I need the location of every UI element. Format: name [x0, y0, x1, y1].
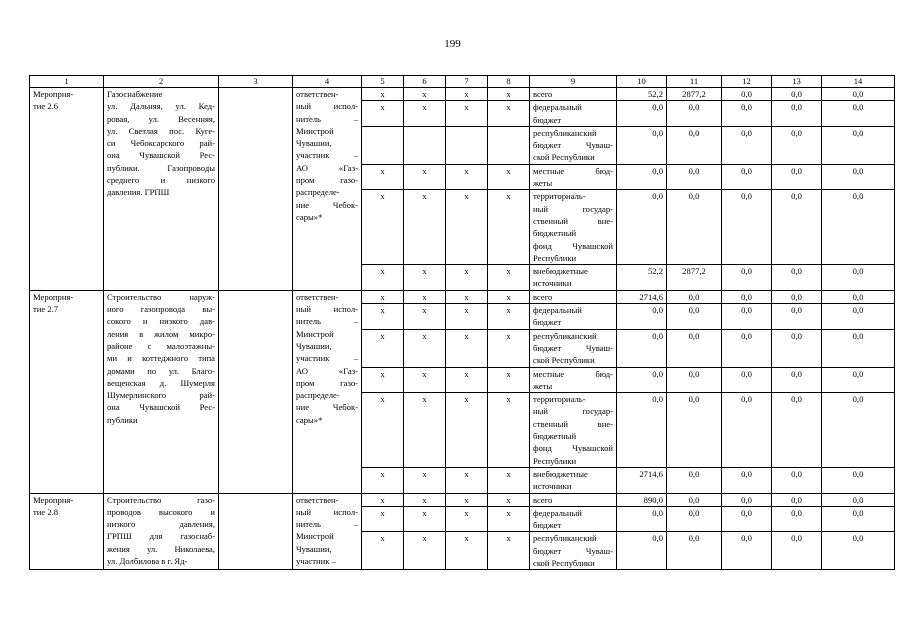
code-cell: x — [488, 506, 530, 532]
text-line: ской Республики — [533, 355, 595, 366]
column-header: 14 — [822, 76, 895, 88]
funding-source-cell — [530, 265, 617, 291]
value-cell: 0,0 — [722, 265, 772, 291]
text-line: внебюджетные — [533, 468, 588, 479]
code-cell — [488, 126, 530, 164]
measure-cell — [30, 493, 104, 570]
code-cell: x — [362, 467, 404, 493]
measure-name-cell — [104, 88, 219, 291]
value-cell: 0,0 — [667, 290, 722, 303]
text-line: среднего и низкого — [107, 175, 215, 186]
text-line: ровая, ул. Весенняя, — [107, 113, 215, 124]
text-line: ской Республики — [533, 152, 595, 163]
value-cell: 0,0 — [722, 88, 772, 101]
text-line: ответствен- — [296, 494, 339, 505]
table-body — [30, 88, 895, 570]
code-cell: x — [404, 367, 446, 393]
value-cell: 0,0 — [667, 164, 722, 190]
text-line: публики. Газопроводы — [107, 162, 215, 173]
code-cell: x — [488, 101, 530, 127]
code-cell — [362, 126, 404, 164]
column-3-cell — [219, 88, 293, 291]
value-cell: 0,0 — [822, 493, 895, 506]
value-cell: 52,2 — [617, 265, 667, 291]
code-cell: x — [404, 329, 446, 367]
value-cell: 0,0 — [617, 190, 667, 265]
funding-source-cell — [530, 329, 617, 367]
value-cell: 0,0 — [667, 126, 722, 164]
column-header: 3 — [219, 76, 293, 88]
text-line: территориаль- — [533, 191, 586, 202]
value-cell: 0,0 — [822, 304, 895, 330]
text-line: районе с малоэтажны- — [107, 340, 215, 351]
value-cell: 0,0 — [617, 367, 667, 393]
value-cell: 0,0 — [822, 88, 895, 101]
text-line: фонд Чувашской — [533, 240, 613, 251]
value-cell: 0,0 — [722, 506, 772, 532]
text-line: ный государ- — [533, 406, 613, 417]
value-cell: 0,0 — [722, 126, 772, 164]
text-line: ние Чебок- — [296, 199, 358, 210]
measure-name-cell — [104, 493, 219, 570]
funding-source-cell — [530, 532, 617, 570]
code-cell: x — [488, 304, 530, 330]
text-line: Газоснабжение — [107, 89, 163, 99]
text-line: Республики — [533, 455, 577, 466]
code-cell: x — [488, 265, 530, 291]
text-line: Строительство газо- — [107, 494, 215, 505]
value-cell: 0,0 — [617, 393, 667, 468]
column-header: 11 — [667, 76, 722, 88]
table-row — [30, 88, 895, 101]
column-header: 7 — [446, 76, 488, 88]
column-header: 12 — [722, 76, 772, 88]
text-line: источники — [533, 481, 572, 492]
code-cell: x — [488, 164, 530, 190]
value-cell: 0,0 — [617, 304, 667, 330]
text-line: сокого и низкого дав- — [107, 316, 215, 327]
value-cell: 0,0 — [822, 101, 895, 127]
text-line: Меропрня- — [33, 494, 74, 505]
code-cell: x — [446, 190, 488, 265]
value-cell: 0,0 — [772, 265, 822, 291]
value-cell: 2714,6 — [617, 290, 667, 303]
text-line: республиканский — [533, 127, 597, 138]
code-cell: x — [446, 290, 488, 303]
code-cell: x — [488, 290, 530, 303]
code-cell: x — [362, 493, 404, 506]
text-line: Чувашии, — [296, 543, 332, 554]
table-row — [30, 290, 895, 303]
column-header: 13 — [772, 76, 822, 88]
text-line: бюджет Чуваш- — [533, 545, 613, 556]
text-line: всего — [533, 89, 553, 99]
text-line: пром газо- — [296, 377, 358, 388]
value-cell: 0,0 — [667, 329, 722, 367]
code-cell: x — [446, 164, 488, 190]
text-line: бюджет Чуваш- — [533, 140, 613, 151]
funding-source-cell — [530, 506, 617, 532]
measure-cell — [30, 88, 104, 291]
text-line: местные бюд- — [533, 368, 613, 379]
text-line: бюджет — [533, 114, 562, 125]
code-cell: x — [404, 493, 446, 506]
text-line: ул. Светлая пос. Куге- — [107, 125, 215, 136]
code-cell — [446, 126, 488, 164]
value-cell: 0,0 — [667, 304, 722, 330]
text-line: Шумерлинского рай- — [107, 390, 215, 401]
code-cell: x — [446, 304, 488, 330]
text-line: распределе- — [296, 390, 340, 401]
responsible-cell — [293, 493, 362, 570]
code-cell: x — [404, 532, 446, 570]
value-cell: 0,0 — [772, 393, 822, 468]
value-cell: 0,0 — [667, 367, 722, 393]
funding-source-cell — [530, 290, 617, 303]
code-cell: x — [362, 101, 404, 127]
code-cell: x — [404, 506, 446, 532]
code-cell: x — [488, 493, 530, 506]
program-table — [29, 75, 895, 570]
column-header: 4 — [293, 76, 362, 88]
code-cell: x — [404, 393, 446, 468]
text-line: Минстрой — [296, 328, 334, 339]
text-line: ственный вне- — [533, 418, 613, 429]
code-cell: x — [446, 506, 488, 532]
text-line: си Чебоксарского рай- — [107, 138, 215, 149]
text-line: ул. Дальняя, ул. Кед- — [107, 101, 215, 112]
text-line: нитель – — [296, 113, 358, 124]
text-line: ственный вне- — [533, 215, 613, 226]
code-cell: x — [446, 329, 488, 367]
code-cell: x — [404, 190, 446, 265]
code-cell: x — [404, 164, 446, 190]
text-line: федеральный — [533, 507, 582, 518]
text-line: участник – — [296, 555, 336, 566]
text-line: Республики — [533, 252, 577, 263]
text-line: ный испол- — [296, 304, 358, 315]
text-line: домами по ул. Благо- — [107, 365, 215, 376]
value-cell: 0,0 — [722, 164, 772, 190]
text-line: Чувашии, — [296, 138, 332, 149]
funding-source-cell — [530, 304, 617, 330]
value-cell: 0,0 — [667, 532, 722, 570]
funding-source-cell — [530, 164, 617, 190]
value-cell: 890,0 — [617, 493, 667, 506]
text-line: тие 2.7 — [33, 304, 59, 315]
value-cell: 0,0 — [772, 290, 822, 303]
value-cell: 0,0 — [722, 393, 772, 468]
value-cell: 0,0 — [722, 467, 772, 493]
value-cell: 0,0 — [772, 126, 822, 164]
value-cell: 0,0 — [772, 101, 822, 127]
text-line: Минстрой — [296, 531, 334, 542]
code-cell: x — [488, 532, 530, 570]
text-line: ный испол- — [296, 101, 358, 112]
value-cell: 0,0 — [772, 88, 822, 101]
funding-source-cell — [530, 101, 617, 127]
text-line: федеральный — [533, 102, 582, 113]
code-cell: x — [446, 467, 488, 493]
value-cell: 0,0 — [722, 304, 772, 330]
value-cell: 0,0 — [667, 506, 722, 532]
code-cell: x — [362, 393, 404, 468]
code-cell: x — [362, 367, 404, 393]
code-cell: x — [404, 101, 446, 127]
code-cell: x — [362, 265, 404, 291]
code-cell: x — [362, 190, 404, 265]
value-cell: 0,0 — [772, 329, 822, 367]
code-cell: x — [362, 164, 404, 190]
value-cell: 0,0 — [772, 506, 822, 532]
value-cell: 0,0 — [822, 190, 895, 265]
text-line: АО «Газ- — [296, 162, 358, 173]
text-line: ской Республики — [533, 557, 595, 568]
text-line: бюджет — [533, 520, 562, 531]
code-cell: x — [488, 329, 530, 367]
text-line: источники — [533, 278, 572, 289]
text-line: АО «Газ- — [296, 365, 358, 376]
value-cell: 0,0 — [667, 467, 722, 493]
value-cell: 0,0 — [822, 393, 895, 468]
value-cell: 0,0 — [822, 290, 895, 303]
column-header: 10 — [617, 76, 667, 88]
text-line: участник – — [296, 150, 358, 161]
text-line: сары»* — [296, 211, 323, 222]
code-cell: x — [446, 367, 488, 393]
text-line: фонд Чувашской — [533, 443, 613, 454]
code-cell: x — [404, 265, 446, 291]
value-cell: 0,0 — [617, 126, 667, 164]
code-cell: x — [404, 304, 446, 330]
code-cell: x — [446, 101, 488, 127]
code-cell: x — [488, 467, 530, 493]
value-cell: 0,0 — [667, 493, 722, 506]
text-line: ответствен- — [296, 291, 339, 302]
text-line: всего — [533, 291, 553, 302]
value-cell: 0,0 — [617, 532, 667, 570]
text-line: вещенская д. Шумерля — [107, 377, 215, 388]
code-cell — [404, 126, 446, 164]
text-line: жеты — [533, 380, 553, 391]
text-line: она Чувашской Рес- — [107, 150, 215, 161]
column-header: 9 — [530, 76, 617, 88]
text-line: республиканский — [533, 330, 597, 341]
code-cell: x — [488, 88, 530, 101]
text-line: ми и коттеджного типа — [107, 353, 215, 364]
text-line: сары»* — [296, 414, 323, 425]
text-line: территориаль- — [533, 394, 586, 405]
text-line: ответствен- — [296, 89, 339, 99]
text-line: распределе- — [296, 187, 340, 198]
code-cell: x — [488, 393, 530, 468]
value-cell: 0,0 — [722, 101, 772, 127]
funding-source-cell — [530, 190, 617, 265]
text-line: проводов высокого и — [107, 506, 215, 517]
value-cell: 0,0 — [617, 506, 667, 532]
value-cell: 2714,6 — [617, 467, 667, 493]
text-line: тие 2.6 — [33, 101, 59, 112]
value-cell: 0,0 — [617, 329, 667, 367]
text-line: низкого давления, — [107, 519, 215, 530]
code-cell: x — [446, 393, 488, 468]
value-cell: 0,0 — [772, 532, 822, 570]
code-cell: x — [446, 265, 488, 291]
value-cell: 0,0 — [772, 467, 822, 493]
funding-source-cell — [530, 393, 617, 468]
text-line: ного газопровода вы- — [107, 304, 215, 315]
funding-source-cell — [530, 367, 617, 393]
code-cell: x — [488, 367, 530, 393]
code-cell: x — [362, 506, 404, 532]
funding-source-cell — [530, 493, 617, 506]
code-cell: x — [404, 290, 446, 303]
text-line: Чувашии, — [296, 340, 332, 351]
value-cell: 0,0 — [667, 190, 722, 265]
value-cell: 2877,2 — [667, 265, 722, 291]
text-line: нитель – — [296, 316, 358, 327]
code-cell: x — [446, 532, 488, 570]
text-line: ул. Долбилова в г. Яд- — [107, 555, 188, 566]
text-line: она Чувашской Рес- — [107, 402, 215, 413]
page-number: 199 — [444, 38, 461, 50]
text-line: ние Чебок- — [296, 402, 358, 413]
text-line: публики — [107, 414, 138, 425]
value-cell: 0,0 — [722, 532, 772, 570]
text-line: ГРПШ для газоснаб- — [107, 531, 215, 542]
value-cell: 0,0 — [822, 329, 895, 367]
value-cell: 0,0 — [822, 164, 895, 190]
text-line: Меропрня- — [33, 291, 74, 302]
value-cell: 0,0 — [722, 329, 772, 367]
column-header: 2 — [104, 76, 219, 88]
text-line: федеральный — [533, 305, 582, 316]
column-3-cell — [219, 493, 293, 570]
value-cell: 0,0 — [822, 126, 895, 164]
value-cell: 0,0 — [822, 506, 895, 532]
value-cell: 0,0 — [722, 290, 772, 303]
text-line: жения ул. Николаева, — [107, 543, 215, 554]
text-line: бюджетный — [533, 228, 577, 239]
column-header: 1 — [30, 76, 104, 88]
code-cell: x — [362, 290, 404, 303]
funding-source-cell — [530, 467, 617, 493]
code-cell: x — [362, 304, 404, 330]
value-cell: 0,0 — [822, 367, 895, 393]
column-header: 6 — [404, 76, 446, 88]
text-line: жеты — [533, 178, 553, 189]
code-cell: x — [362, 532, 404, 570]
text-line: ный государ- — [533, 203, 613, 214]
value-cell: 0,0 — [722, 493, 772, 506]
value-cell: 0,0 — [667, 101, 722, 127]
text-line: участник – — [296, 353, 358, 364]
code-cell: x — [362, 88, 404, 101]
column-header: 8 — [488, 76, 530, 88]
text-line: бюджет Чуваш- — [533, 342, 613, 353]
value-cell: 0,0 — [722, 367, 772, 393]
text-line: ления в жилом микро- — [107, 328, 215, 339]
funding-source-cell — [530, 126, 617, 164]
code-cell: x — [488, 190, 530, 265]
text-line: тие 2.8 — [33, 506, 59, 517]
measure-name-cell — [104, 290, 219, 493]
text-line: пром газо- — [296, 175, 358, 186]
text-line: внебюджетные — [533, 266, 588, 277]
text-line: давления. ГРПШ — [107, 187, 170, 198]
value-cell: 0,0 — [667, 393, 722, 468]
responsible-cell — [293, 88, 362, 291]
value-cell: 0,0 — [772, 304, 822, 330]
text-line: местные бюд- — [533, 165, 613, 176]
text-line: Строительство наруж- — [107, 291, 215, 302]
value-cell: 0,0 — [617, 101, 667, 127]
measure-cell — [30, 290, 104, 493]
text-line: ный испол- — [296, 506, 358, 517]
value-cell: 52,2 — [617, 88, 667, 101]
text-line: Минстрой — [296, 125, 334, 136]
value-cell: 0,0 — [822, 467, 895, 493]
table-row — [30, 493, 895, 506]
code-cell: x — [404, 88, 446, 101]
text-line: всего — [533, 494, 553, 505]
value-cell: 0,0 — [822, 532, 895, 570]
value-cell: 0,0 — [772, 367, 822, 393]
value-cell: 0,0 — [772, 493, 822, 506]
responsible-cell — [293, 290, 362, 493]
code-cell: x — [362, 329, 404, 367]
header-row — [30, 76, 895, 88]
text-line: бюджет — [533, 317, 562, 328]
funding-source-cell — [530, 88, 617, 101]
value-cell: 2877,2 — [667, 88, 722, 101]
code-cell: x — [446, 88, 488, 101]
value-cell: 0,0 — [772, 164, 822, 190]
value-cell: 0,0 — [822, 265, 895, 291]
value-cell: 0,0 — [772, 190, 822, 265]
text-line: бюджетный — [533, 431, 577, 442]
text-line: Меропрня- — [33, 89, 74, 99]
text-line: республиканский — [533, 533, 597, 544]
column-header: 5 — [362, 76, 404, 88]
code-cell: x — [404, 467, 446, 493]
value-cell: 0,0 — [722, 190, 772, 265]
code-cell: x — [446, 493, 488, 506]
value-cell: 0,0 — [617, 164, 667, 190]
column-3-cell — [219, 290, 293, 493]
text-line: нитель – — [296, 519, 358, 530]
